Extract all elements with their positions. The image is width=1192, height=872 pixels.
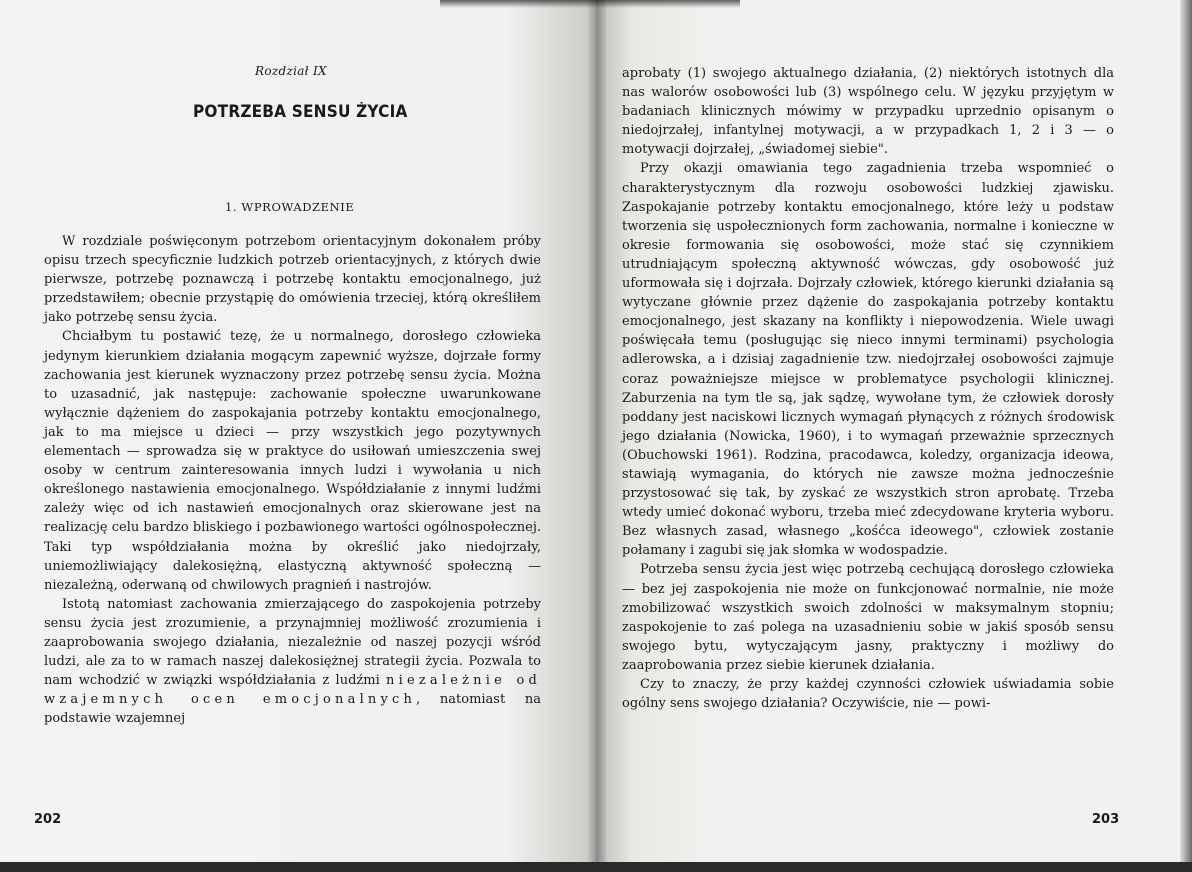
paragraph (44, 595, 541, 729)
section-heading: 1. WPROWADZENIE (225, 200, 355, 214)
paragraph-text: Istotą natomiast zachowania zmierzającego do zaspokojenia potrzeby sensu życia jest zrozumienie, a przynajmniej możliwość zrozumienia i zaaprobowania swojego działania, niezależnie od naszej pozycji wśród ludzi, ale za to w ramach naszej dalekosiężnej strategii życia. Pozwala to nam wchodzić w związki współdziałania z ludźmi (44, 596, 541, 689)
paragraph-continued: aprobaty (1) swojego aktualnego działania, (2) niektórych istotnych dla nas walorów osobowości lub (3) wspólnego celu. W języku przyjętym w badaniach klinicznych mówimy w przypadku uprzednio opisanym o niedojrzałej, infantylnej motywacji, a w przypadkach 1, 2 i 3 — o motywacji dojrzałej, „świadomej siebie". (622, 66, 1114, 158)
page-number-right: 203 (1092, 812, 1120, 827)
top-shadow (440, 0, 740, 8)
paragraph: Czy to znaczy, że przy każdej czynności człowiek uświadamia sobie ogólny sens swojego działania? Oczywiście, nie — powi- (622, 677, 1114, 712)
spaced-emphasis: niezależnie od wzajemnych ocen emocjonalnych (44, 673, 542, 708)
paragraph-text: , natomiast na podstawie wzajemnej (44, 692, 541, 727)
page-number-left: 202 (34, 812, 62, 827)
book-spine-shadow (588, 0, 606, 872)
bottom-scan-edge (0, 862, 1192, 872)
right-page-body (622, 64, 1114, 713)
paragraph: Przy okazji omawiania tego zagadnienia trzeba wspomnieć o charakterystycznym dla rozwoju osobowości ludzkiej zjawisku. Zaspokajanie potrzeby kontaktu emocjonalnego, które leży u podstaw tworzenia się uspołecznionych form zachowania, normalne i konieczne w okresie formowania się osobowości, może stać się czynnikiem utrudniającym społeczną aktywność wówczas, gdy osobowość już uformowała się i dojrzała. Dojrzały człowiek, którego kierunki działania są wytyczane głównie przez dążenie do zaspokajania potrzeby kontaktu emocjonalnego, jest skazany na konflikty i niepowodzenia. Wiele uwagi poświęcała temu (posługując się nieco innymi terminami) psychologia adlerowska, a i dzisiaj zagadnienie tzw. niedojrzałej osobowości zajmuje coraz poważniejsze miejsce w problematyce psychologii klinicznej. Zaburzenia na tym tle są, jak sądzę, wywołane tym, że człowiek dorosły poddany jest naciskowi licznych wymagań płynących z różnych środowisk jego działania (Nowicka, 1960), i to wymagań przeważnie sprzecznych (Obuchowski 1961). Rodzina, pracodawca, koledzy, organizacja ideowa, stawiają wymagania, do których nie zawsze można jednocześnie przystosować się tak, by zyskać ze wszystkich stron aprobatę. Trzeba wtedy umieć dokonać wyboru, trzeba mieć zdecydowane kryteria wyboru. Bez własnych zasad, własnego „kośćca ideowego", człowiek zostanie połamany i zagubi się jak słomka w wodospadzie. (622, 161, 1114, 559)
paragraph: Chciałbym tu postawić tezę, że u normalnego, dorosłego człowieka jedynym kierunkiem działania mogącym zapewnić wyższe, dojrzałe formy zachowania jest kierunek wyznaczony przez potrzebę sensu życia. Można to uzasadnić, jak następuje: zachowanie społeczne uwarunkowane wyłącznie dążeniem do zaspokajania potrzeby kontaktu emocjonalnego, jak to ma miejsce u dzieci — przy wszystkich jego pozytywnych elementach — sprowadza się w praktyce do usiłowań umieszczenia swej osoby w centrum zainteresowania innych ludzi i wywołania u nich określonego nastawienia emocjonalnego. Współdziałanie z innymi ludźmi zależy więc od ich nastawień emocjonalnych oraz skierowane jest na realizację celu bardzo bliskiego i pozbawionego wartości ogólnospołecznej. Taki typ współdziałania można by określić jako niedojrzały, uniemożliwiający dalekosiężną, elastyczną aktywność społeczną — niezależną, oderwaną od chwilowych pragnień i nastrojów. (44, 329, 541, 593)
chapter-title: POTRZEBA SENSU ŻYCIA (193, 102, 408, 121)
paragraph: Potrzeba sensu życia jest więc potrzebą cechującą dorosłego człowieka — bez jej zaspokojenia nie może on funkcjonować normalnie, nie może zmobilizować wszystkich swoich zdolności w maksymalnym stopniu; zaspokojenie to zaś polega na uzasadnieniu sobie w jakiś sposób sensu swojego bytu, wytyczającym jasny, praktyczny i możliwy do zaaprobowania przez siebie kierunek działania. (622, 562, 1114, 673)
right-page (596, 0, 1192, 872)
paragraph: W rozdziale poświęconym potrzebom orientacyjnym dokonałem próby opisu trzech specyficznie ludzkich potrzeb orientacyjnych, z których dwie pierwsze, potrzebę poznawczą i potrzebę kontaktu emocjonalnego, już przedstawiłem; obecnie przystąpię do omówienia trzeciej, którą określiłem jako potrzebę sensu życia. (44, 234, 541, 326)
left-page-body (44, 232, 541, 728)
page-edge-shadow (1180, 0, 1192, 872)
chapter-label: Rozdział IX (255, 64, 327, 78)
